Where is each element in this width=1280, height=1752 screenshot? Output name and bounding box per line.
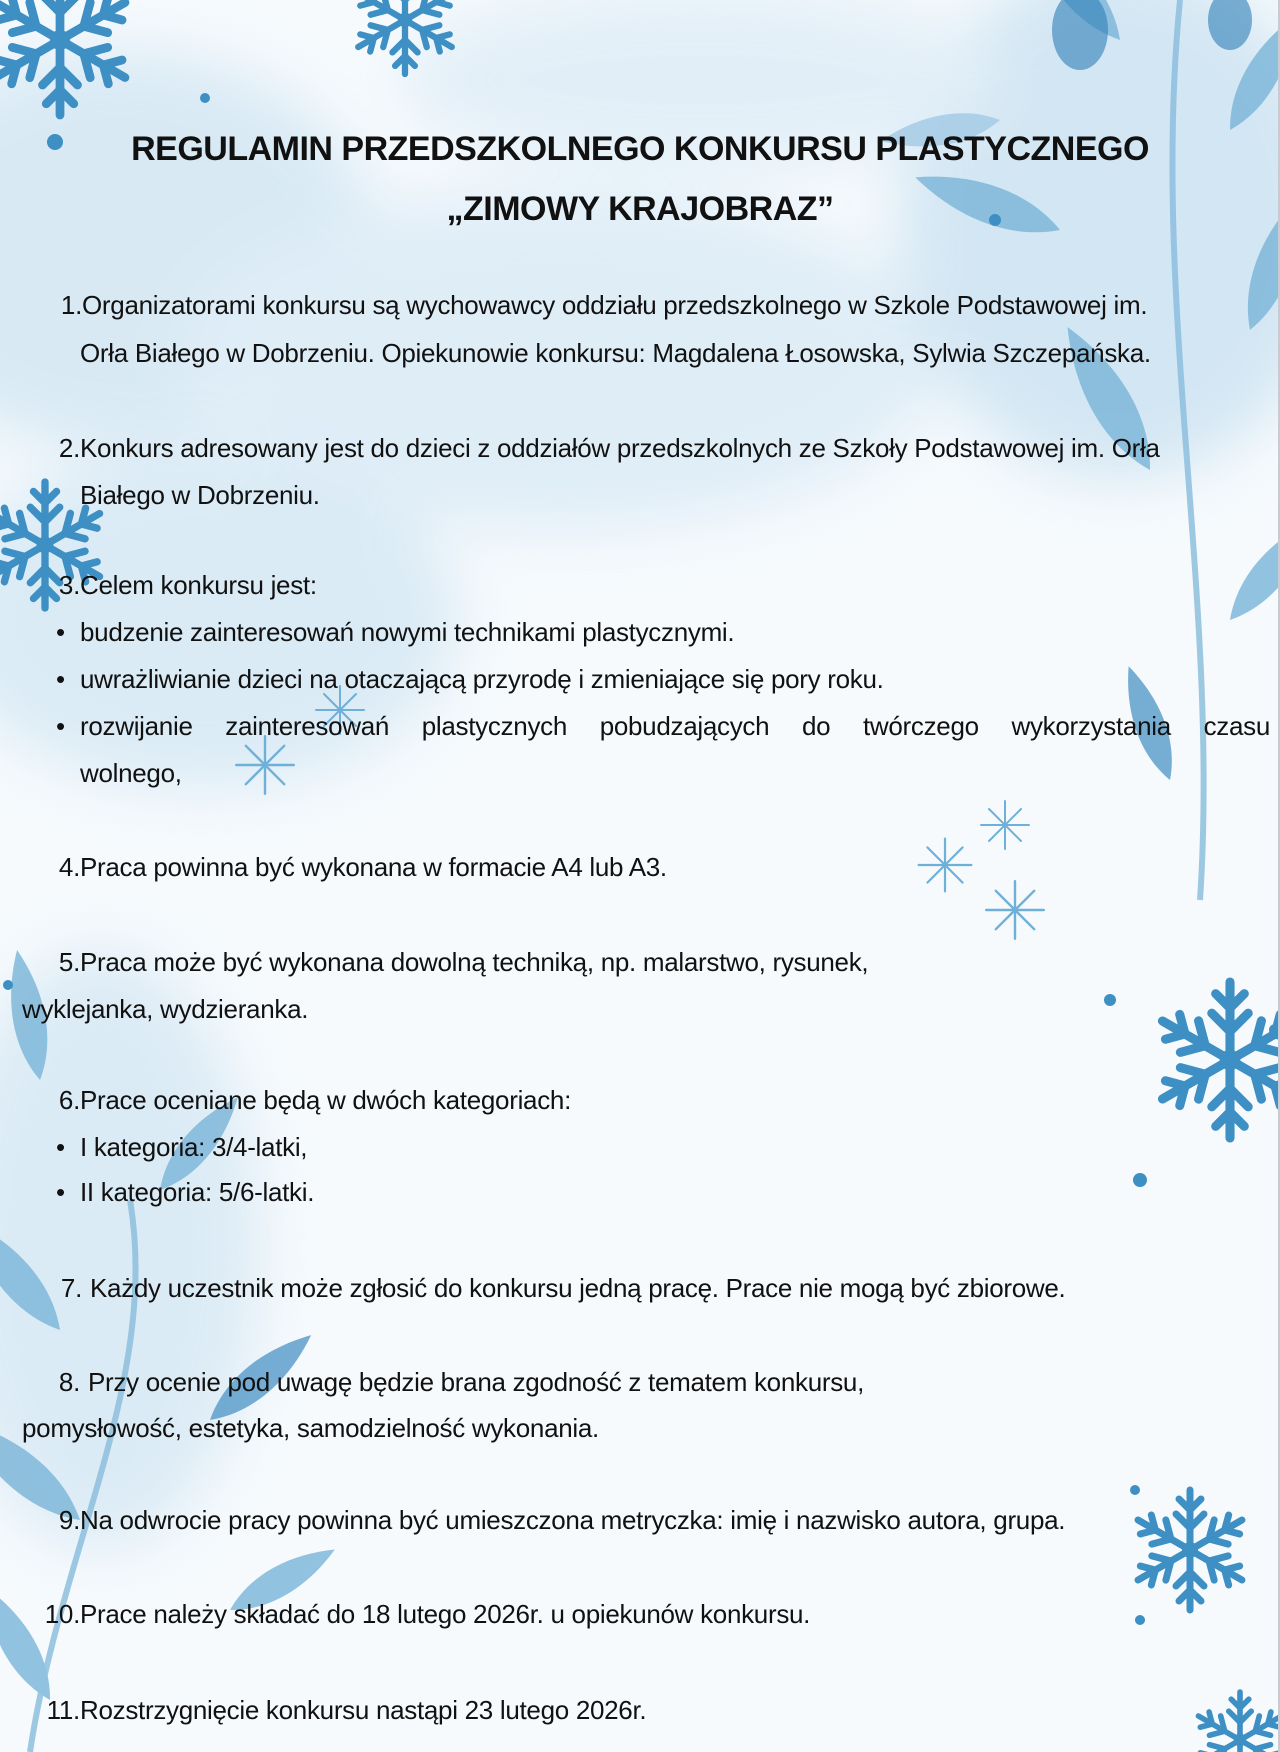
item-text: Celem konkursu jest: xyxy=(80,570,317,600)
item-8-continued: pomysłowość, estetyka, samodzielność wykonania. xyxy=(22,1413,599,1443)
item-number: 5. xyxy=(58,947,80,977)
item-text: Przy ocenie pod uwagę będzie brana zgodność z tematem konkursu, xyxy=(88,1367,865,1397)
list-item: rozwijanie zainteresowań plastycznych pobudzających do twórczego wykorzystania czasu xyxy=(80,711,1270,741)
document-subtitle: „ZIMOWY KRAJOBRAZ” xyxy=(446,190,834,228)
item-4 xyxy=(54,847,667,888)
bullet-icon: • xyxy=(56,1177,66,1207)
item-1-continued: Orła Białego w Dobrzeniu. Opiekunowie konkursu: Magdalena Łosowska, Sylwia Szczepańska. xyxy=(80,338,1151,368)
item-number: 6. xyxy=(58,1085,80,1115)
item-1 xyxy=(56,285,1147,326)
item-number: 4. xyxy=(58,852,80,882)
item-number: 1. xyxy=(60,290,82,320)
list-item: uwrażliwianie dzieci na otaczającą przyrodę i zmieniające się pory roku. xyxy=(80,664,884,694)
item-number: 10. xyxy=(44,1599,80,1629)
item-text: Konkurs adresowany jest do dzieci z oddziałów przedszkolnych ze Szkoły Podstawowej im. Orła xyxy=(80,433,1160,463)
item-number: 3. xyxy=(58,570,80,600)
item-3 xyxy=(54,565,317,606)
item-text: Prace należy składać do 18 lutego 2026r. u opiekunów konkursu. xyxy=(80,1599,811,1629)
item-2 xyxy=(54,428,1160,469)
item-number: 7. xyxy=(60,1273,82,1303)
item-number: 11. xyxy=(46,1695,80,1725)
item-text: Praca może być wykonana dowolną techniką, np. malarstwo, rysunek, xyxy=(80,947,869,977)
bullet-icon: • xyxy=(56,664,66,694)
list-item: I kategoria: 3/4-latki, xyxy=(80,1132,308,1162)
bullet-icon: • xyxy=(56,1132,66,1162)
item-6 xyxy=(54,1080,571,1121)
list-item-continued: wolnego, xyxy=(80,758,182,788)
item-9 xyxy=(54,1500,1065,1541)
item-number: 2. xyxy=(58,433,80,463)
item-7 xyxy=(56,1268,1065,1309)
item-number: 9. xyxy=(58,1505,80,1535)
item-text: Rozstrzygnięcie konkursu nastąpi 23 lutego 2026r. xyxy=(80,1695,647,1725)
item-8 xyxy=(54,1362,864,1403)
item-5-continued: wyklejanka, wydzieranka. xyxy=(22,994,309,1024)
item-number: 8. xyxy=(58,1367,80,1397)
bullet-icon: • xyxy=(56,617,66,647)
item-text: Prace oceniane będą w dwóch kategoriach: xyxy=(80,1085,571,1115)
item-11 xyxy=(40,1690,646,1731)
item-text: Na odwrocie pracy powinna być umieszczona metryczka: imię i nazwisko autora, grupa. xyxy=(80,1505,1066,1535)
list-item: budzenie zainteresowań nowymi technikami plastycznymi. xyxy=(80,617,735,647)
item-5 xyxy=(54,942,868,983)
bullet-icon: • xyxy=(56,711,66,741)
item-text: Każdy uczestnik może zgłosić do konkursu jedną pracę. Prace nie mogą być zbiorowe. xyxy=(90,1273,1066,1303)
document-title: REGULAMIN PRZEDSZKOLNEGO KONKURSU PLASTYCZNEGO xyxy=(131,130,1149,168)
list-item: II kategoria: 5/6-latki. xyxy=(80,1177,315,1207)
item-10 xyxy=(40,1594,810,1635)
item-text: Praca powinna być wykonana w formacie A4 lub A3. xyxy=(80,852,667,882)
item-2-continued: Białego w Dobrzeniu. xyxy=(80,480,320,510)
item-text: Organizatorami konkursu są wychowawcy oddziału przedszkolnego w Szkole Podstawowej im. xyxy=(82,290,1148,320)
